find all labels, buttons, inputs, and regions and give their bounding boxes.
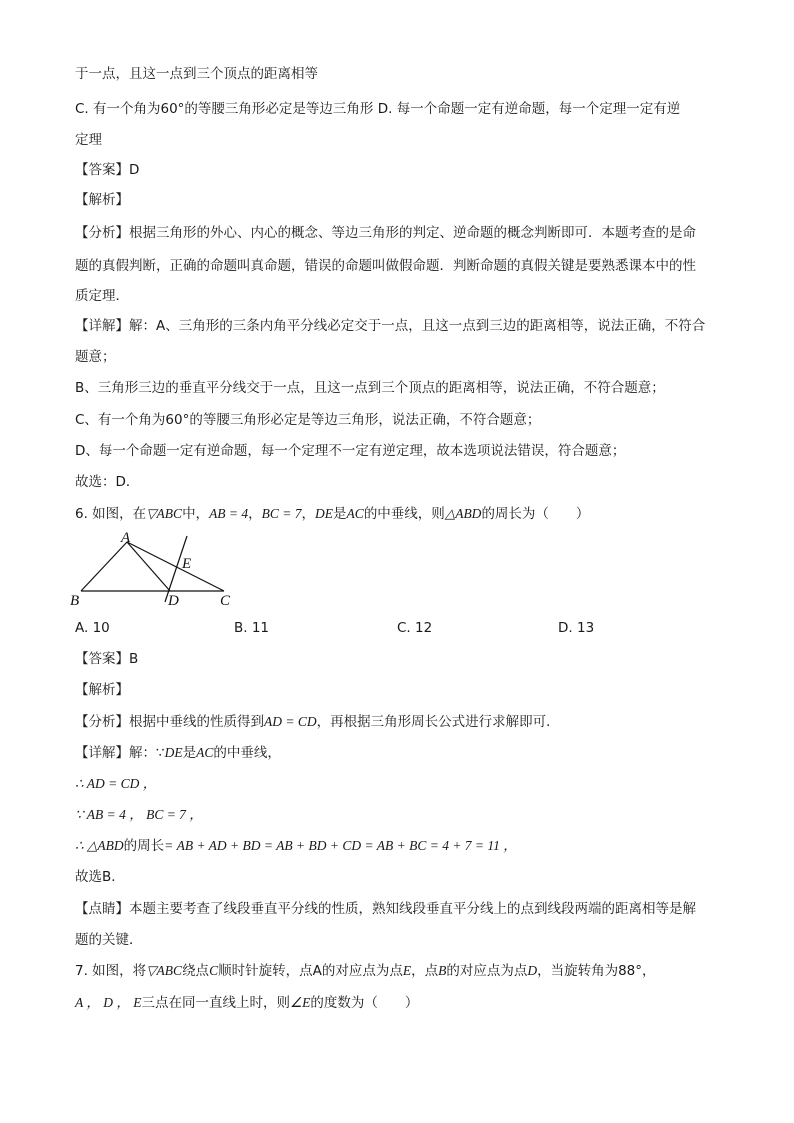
text-line: 故选：D． <box>75 474 140 490</box>
comment-text: 题的关键． <box>75 932 143 948</box>
solution-step: ∵ AB = 4 ， BC = 7 ， <box>75 807 203 822</box>
label-a: A <box>121 530 131 546</box>
option-c: C. 12 <box>397 620 433 636</box>
label-b: B <box>70 593 80 609</box>
question-6-stem: 6. 如图，在▽ABC中，AB = 4，BC = 7，DE是AC的中垂线，则△ABD的周长为（ ） <box>75 506 590 522</box>
segment-ac <box>127 542 224 591</box>
question-7-stem: A ， D ， E三点在同一直线上时，则∠E的度数为（ ） <box>75 995 419 1011</box>
analysis-heading: 【解析】 <box>75 192 129 208</box>
analysis-heading: 【解析】 <box>75 682 129 698</box>
label-e: E <box>182 556 192 572</box>
text-line: D、每一个命题一定有逆命题，每一个定理不一定有逆定理，故本选项说法错误，符合题意； <box>75 443 626 459</box>
conclusion-text: 故选B． <box>75 869 125 885</box>
segment-ab <box>81 542 127 591</box>
option-a: A. 10 <box>75 620 110 636</box>
analysis-text: 【分析】根据中垂线的性质得到AD = CD，再根据三角形周长公式进行求解即可． <box>75 714 560 730</box>
text-line: B、三角形三边的垂直平分线交于一点，且这一点到三个顶点的距离相等，说法正确，不符合题意； <box>75 380 665 396</box>
answer-label: 【答案】D <box>75 162 140 178</box>
option-d: D. 13 <box>558 620 595 636</box>
comment-text: 【点睛】本题主要考查了线段垂直平分线的性质，熟知线段垂直平分线上的点到线段两端的距离相等是解 <box>75 901 696 917</box>
text-line: 【分析】根据三角形的外心、内心的概念、等边三角形的判定、逆命题的概念判断即可．本题考查的是命 <box>75 225 696 241</box>
text-line: 【详解】解：A、三角形的三条内角平分线必定交于一点，且这一点到三边的距离相等，说法正确，不符合 <box>75 318 706 334</box>
label-c: C <box>220 593 231 609</box>
text-line: C. 有一个角为60°的等腰三角形必定是等边三角形 D. 每一个命题一定有逆命题，每一个定理一定有逆 <box>75 101 681 117</box>
text-line: 题的真假判断，正确的命题叫真命题，错误的命题叫做假命题．判断命题的真假关键是要熟悉课本中的性 <box>75 258 696 274</box>
triangle-figure <box>68 528 248 612</box>
option-b: B. 11 <box>234 620 270 636</box>
question-7-stem: 7. 如图，将▽ABC绕点C顺时针旋转，点A的对应点为点E，点B的对应点为点D，当旋转角为88°， <box>75 963 656 979</box>
solution-step: ∴ AD = CD ， <box>75 776 157 791</box>
detail-text: 【详解】解：∵DE是AC的中垂线， <box>75 745 281 761</box>
solution-step: ∴ △ABD的周长= AB + AD + BD = AB + BD + CD = AB + BC = 4 + 7 = 11 ， <box>75 838 517 854</box>
text-line: 质定理． <box>75 288 129 304</box>
segment-ad <box>127 542 170 591</box>
text-line: C、有一个角为60°的等腰三角形必定是等边三角形，说法正确，不符合题意； <box>75 412 541 428</box>
label-d: D <box>168 593 179 609</box>
text-line: 于一点，且这一点到三个顶点的距离相等 <box>75 66 318 82</box>
answer-label: 【答案】B <box>75 651 139 667</box>
text-line: 定理 <box>75 132 102 148</box>
text-line: 题意； <box>75 349 116 365</box>
